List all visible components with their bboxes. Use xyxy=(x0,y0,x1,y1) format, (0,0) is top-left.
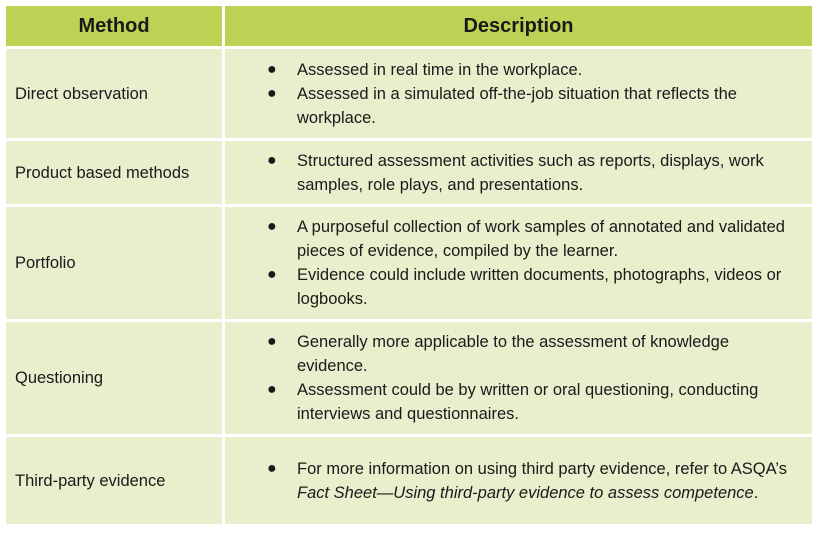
bullet-item xyxy=(225,82,802,130)
bullet-text: Assessment could be by written or oral questioning, conducting interviews and questionnaires. xyxy=(297,381,759,423)
bullet-item xyxy=(225,58,802,82)
bullet-item xyxy=(225,378,802,426)
table-row xyxy=(6,141,812,207)
fact-sheet-title: Fact Sheet—Using third-party evidence to assess competence xyxy=(297,483,754,502)
table-row xyxy=(6,322,812,437)
bullet-item xyxy=(225,330,802,378)
method-cell: Third-party evidence xyxy=(6,437,225,524)
description-cell xyxy=(225,49,812,141)
bullet-text-lead: For more information on using third party evidence, refer to ASQA’s xyxy=(297,459,788,478)
description-column-header: Description xyxy=(225,6,812,49)
bullet-text: Generally more applicable to the assessment of knowledge evidence. xyxy=(297,333,729,375)
bullet-list xyxy=(225,149,812,197)
method-column-header: Method xyxy=(6,6,225,49)
table-row xyxy=(6,207,812,322)
bullet-list xyxy=(225,330,812,426)
bullet-text: Evidence could include written documents, photographs, videos or logbooks. xyxy=(297,266,782,308)
bullet-item xyxy=(225,457,802,505)
bullet-item xyxy=(225,263,802,311)
description-cell xyxy=(225,207,812,322)
bullet-icon: ● xyxy=(267,84,277,102)
bullet-list xyxy=(225,215,812,311)
bullet-icon: ● xyxy=(267,266,277,283)
description-cell xyxy=(225,437,812,524)
description-cell xyxy=(225,141,812,207)
header-row xyxy=(6,6,812,49)
table-row xyxy=(6,49,812,141)
method-cell: Product based methods xyxy=(6,141,225,207)
description-cell xyxy=(225,322,812,437)
table-row xyxy=(6,437,812,524)
bullet-icon: ● xyxy=(267,333,277,350)
bullet-icon: ● xyxy=(267,60,277,78)
bullet-list xyxy=(225,58,812,130)
bullet-text: A purposeful collection of work samples of annotated and validated pieces of evidence, compiled by the learner. xyxy=(297,218,785,260)
bullet-list xyxy=(225,457,812,505)
assessment-methods-table xyxy=(6,6,812,524)
bullet-item xyxy=(225,149,802,197)
method-cell: Questioning xyxy=(6,322,225,437)
bullet-icon: ● xyxy=(267,218,277,235)
bullet-text-end: . xyxy=(753,483,759,502)
bullet-icon: ● xyxy=(267,459,277,477)
bullet-text: Assessed in real time in the workplace. xyxy=(297,60,583,79)
bullet-icon: ● xyxy=(267,151,277,169)
method-cell: Direct observation xyxy=(6,49,225,141)
bullet-icon: ● xyxy=(267,381,277,398)
bullet-text: Structured assessment activities such as reports, displays, work samples, role plays, and presentations. xyxy=(297,151,764,194)
bullet-item xyxy=(225,215,802,263)
method-cell: Portfolio xyxy=(6,207,225,322)
bullet-text: Assessed in a simulated off-the-job situation that reflects the workplace. xyxy=(297,84,737,127)
